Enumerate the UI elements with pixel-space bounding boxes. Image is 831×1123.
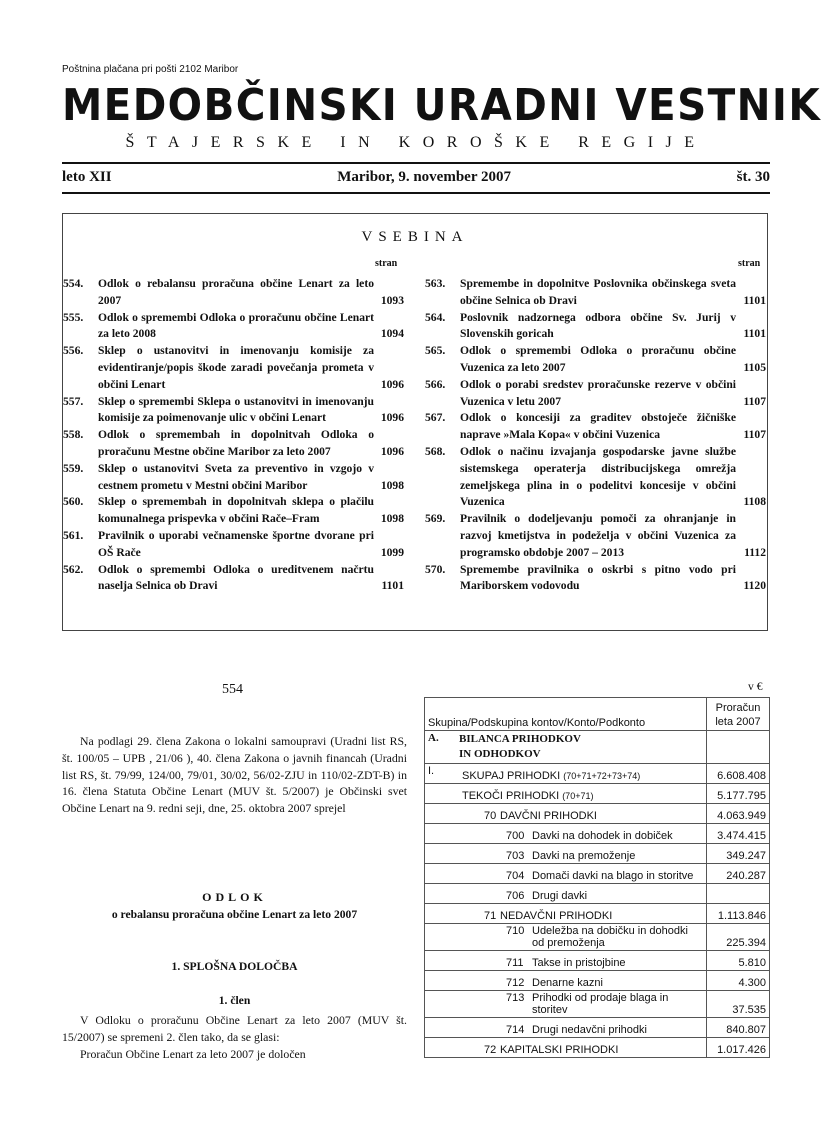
toc-item[interactable]: [425, 343, 766, 377]
budget-row-label: SKUPAJ PRIHODKI: [462, 770, 561, 782]
budget-row-roman: I.: [425, 764, 454, 784]
budget-row: [425, 1018, 770, 1038]
budget-row-roman: [425, 991, 454, 1018]
budget-row-roman: [425, 784, 454, 804]
toc-item-page: 1096: [380, 444, 404, 458]
budget-row-note: (70+71+72+73+74): [563, 771, 641, 781]
toc-item-page: 1108: [743, 495, 766, 509]
budget-row: [425, 864, 770, 884]
budget-row-label: KAPITALSKI PRIHODKI: [500, 1044, 619, 1056]
toc-item-page: 1098: [380, 478, 404, 492]
toc-item-number: 555.: [63, 310, 84, 324]
toc-page-header-right: stran: [738, 258, 761, 269]
toc-item[interactable]: [63, 310, 404, 344]
budget-row-label: Prihodki od prodaje blaga in storitev: [532, 992, 669, 1016]
budget-row-label-cell: [453, 924, 707, 951]
budget-row-amount: 4.063.949: [707, 804, 770, 824]
toc-item-title: Odlok o načinu izvajanja gospodarske javne službe sistemskega operaterja distribucijskega omrežja zemeljskega plina in o podelitvi koncesije v občini Vuzenica: [460, 444, 736, 509]
budget-row-label-cell: [453, 1038, 707, 1058]
budget-row: [425, 951, 770, 971]
budget-row-roman: [425, 864, 454, 884]
toc-item[interactable]: [63, 276, 404, 310]
budget-row-code: 706: [506, 890, 525, 902]
toc-item[interactable]: [425, 511, 766, 561]
toc-item-page: 1096: [380, 377, 404, 391]
toc-item-title: Odlok o spremembi Odloka o proračunu občine Lenart za leto 2008: [98, 310, 374, 341]
toc-item-number: 557.: [63, 394, 84, 408]
budget-row-code: 70: [484, 810, 497, 822]
toc-title: VSEBINA: [361, 229, 469, 245]
toc-item-page: 1096: [380, 411, 404, 425]
budget-row-roman: [425, 884, 454, 904]
toc-item-page: 1107: [743, 394, 766, 408]
budget-row-amount: 1.017.426: [707, 1038, 770, 1058]
budget-section-row: [425, 731, 770, 764]
budget-row-roman: [425, 924, 454, 951]
issue-number: št. 30: [736, 169, 770, 185]
budget-row-code: 704: [506, 870, 525, 882]
toc-item[interactable]: [425, 377, 766, 411]
budget-row: [425, 971, 770, 991]
toc-item-page: 1093: [380, 293, 404, 307]
budget-table: [424, 697, 770, 1058]
clause-paragraph-1: V Odloku o proračunu Občine Lenart za leto 2007 (MUV št. 15/2007) se spremeni 2. člen tako, da se glasi:: [62, 1013, 407, 1044]
budget-row-code: 700: [506, 830, 525, 842]
toc-item[interactable]: [425, 310, 766, 344]
article-number: 554: [222, 682, 243, 697]
budget-row-label-cell: [453, 784, 707, 804]
budget-row-roman: [425, 951, 454, 971]
postage-note: Poštnina plačana pri pošti 2102 Maribor: [62, 64, 239, 75]
budget-row-label: NEDAVČNI PRIHODKI: [500, 910, 613, 922]
toc-item-page: 1101: [743, 327, 766, 341]
toc-item-title: Odlok o spremembah in dopolnitvah Odloka o proračunu Mestne občine Maribor za leto 2007: [98, 428, 374, 458]
toc-item-page: 1094: [380, 327, 404, 341]
budget-row-amount: 3.474.415: [707, 824, 770, 844]
toc-item-page: 1107: [743, 428, 766, 442]
budget-row: [425, 904, 770, 924]
toc-item-title: Pravilnik o dodeljevanju pomoči za ohranjanje in razvoj kmetijstva in podeželja v občini Vuzenica za programsko obdobje 2007 – 2013: [460, 512, 736, 559]
toc-item[interactable]: [63, 427, 404, 461]
budget-header-row: [425, 698, 770, 731]
budget-row-roman: [425, 824, 454, 844]
budget-row-label: Davki na dohodek in dobiček: [532, 830, 673, 842]
clause-paragraph-2: Proračun Občine Lenart za leto 2007 je določen: [80, 1047, 306, 1061]
budget-row-label-cell: [453, 971, 707, 991]
toc-item-number: 568.: [425, 444, 446, 458]
toc-item-page: 1099: [380, 545, 404, 559]
toc-item-page: 1120: [743, 579, 766, 593]
toc-item-title: Odlok o rebalansu proračuna občine Lenart za leto 2007: [98, 277, 374, 307]
budget-row-label-cell: [453, 991, 707, 1018]
budget-row-amount: 5.810: [707, 951, 770, 971]
toc-item-title: Pravilnik o uporabi večnamenske športne dvorane pri OŠ Rače: [98, 528, 374, 559]
budget-row-label: Denarne kazni: [532, 977, 603, 989]
budget-section-code: A.: [425, 731, 454, 764]
toc-item[interactable]: [425, 276, 766, 310]
toc-item-number: 556.: [63, 344, 84, 358]
budget-row-roman: [425, 1038, 454, 1058]
budget-row: [425, 991, 770, 1018]
budget-row-label-cell: [453, 824, 707, 844]
masthead-subtitle: ŠTAJERSKE IN KOROŠKE REGIJE: [125, 134, 707, 151]
section-title: 1. SPLOŠNA DOLOČBA: [171, 960, 298, 973]
decree-subtitle: o rebalansu proračuna občine Lenart za leto 2007: [111, 908, 358, 921]
budget-row-label: TEKOČI PRIHODKI: [462, 790, 560, 802]
toc-item-title: Odlok o spremembi Odloka o ureditvenem načrtu naselja Selnica ob Dravi: [98, 562, 374, 593]
budget-row: [425, 764, 770, 784]
toc-item[interactable]: [425, 444, 766, 511]
toc-item-title: Spremembe pravilnika o oskrbi s pitno vodo pri Mariborskem vodovodu: [460, 562, 736, 593]
toc-item-number: 558.: [63, 428, 84, 442]
budget-row-label-cell: [453, 951, 707, 971]
article-clause: 1. člen: [218, 994, 251, 1007]
budget-row-amount: 1.113.846: [707, 904, 770, 924]
toc-item-title: Sklep o spremembi Sklepa o ustanovitvi in imenovanju komisije za poimenovanje ulic v občini Lenart: [98, 394, 374, 425]
budget-row: [425, 844, 770, 864]
budget-row-code: 72: [484, 1044, 497, 1056]
toc-item-title: Sklep o spremembah in dopolnitvah sklepa o plačilu komunalnega prispevka v občini Rače–Fram: [98, 495, 374, 526]
budget-row-note: (70+71): [562, 791, 594, 801]
toc-item[interactable]: [63, 562, 404, 596]
budget-row: [425, 784, 770, 804]
issue-place-date: Maribor, 9. november 2007: [337, 169, 511, 185]
budget-row-label: DAVČNI PRIHODKI: [500, 810, 597, 822]
masthead-title: MEDOBČINSKI URADNI VESTNIK: [62, 80, 822, 131]
budget-row-amount: 225.394: [707, 924, 770, 951]
budget-row-code: 711: [506, 957, 524, 969]
budget-row-code: 714: [506, 1024, 525, 1036]
budget-row-amount: 37.535: [707, 991, 770, 1018]
budget-header-right-line2: leta 2007: [715, 716, 761, 728]
budget-row-amount: 349.247: [707, 844, 770, 864]
toc-item-number: 570.: [425, 562, 446, 576]
toc-item[interactable]: [63, 461, 404, 495]
budget-row-roman: [425, 844, 454, 864]
toc-item[interactable]: [63, 528, 404, 562]
budget-row-roman: [425, 971, 454, 991]
toc-item-title: Spremembe in dopolnitve Poslovnika občinskega sveta občine Selnica ob Dravi: [460, 277, 736, 307]
toc-item[interactable]: [63, 494, 404, 528]
toc-item-title: Odlok o spremembi Odloka o proračunu občine Vuzenica za leto 2007: [460, 344, 736, 374]
toc-item[interactable]: [425, 562, 766, 596]
issue-year: leto XII: [62, 169, 112, 185]
toc-item-number: 559.: [63, 461, 84, 475]
budget-row: [425, 884, 770, 904]
budget-row-amount: [707, 884, 770, 904]
toc-item-page: 1101: [381, 579, 404, 593]
toc-item-number: 566.: [425, 377, 446, 391]
budget-row-label: Drugi davki: [532, 890, 588, 902]
toc-item-number: 554.: [63, 277, 84, 290]
budget-row-label-cell: [453, 864, 707, 884]
toc-item-title: Sklep o ustanovitvi Sveta za preventivo in vzgojo v cestnem prometu v Mestni občini Maribor: [98, 461, 374, 492]
budget-row-code: 703: [506, 850, 525, 862]
decree-title: ODLOK: [202, 890, 267, 904]
budget-row-amount: 840.807: [707, 1018, 770, 1038]
budget-row-label: Udeležba na dobičku in dohodki od premoženja: [532, 925, 688, 949]
toc-item[interactable]: [63, 394, 404, 428]
toc-item[interactable]: [63, 343, 404, 393]
toc-page-header-left: stran: [375, 258, 398, 269]
budget-row-roman: [425, 1018, 454, 1038]
budget-row-code: 71: [484, 910, 497, 922]
budget-section-amount: [707, 731, 770, 764]
article-intro: Na podlagi 29. člena Zakona o lokalni samoupravi (Uradni list RS, št. 100/05 – UPB , 21/06 ), 40. člena Zakona o javnih financah (Uradni list RS, št. 79/99, 124/00, 79/01, 30/02, 56/02-ZJU in 110/02-ZDT-B) in 16. člena Statuta Občine Lenart (MUV št. 5/2007) je Občinski svet Občine Lenart na 9. redni seji, dne, 25. oktobra 2007 sprejel: [62, 734, 407, 816]
budget-row: [425, 824, 770, 844]
toc-item-page: 1101: [743, 293, 766, 307]
toc-item-number: 563.: [425, 277, 446, 290]
toc-item-number: 560.: [63, 495, 84, 509]
budget-section-title-line2: IN ODHODKOV: [459, 748, 541, 760]
budget-section-title: [453, 731, 707, 764]
budget-row-amount: 240.287: [707, 864, 770, 884]
budget-row-code: 713: [506, 992, 525, 1004]
toc-item-title: Odlok o koncesiji za graditev obstoječe žičniške naprave »Mala Kopa« v občini Vuzenica: [460, 411, 736, 442]
budget-row-amount: 4.300: [707, 971, 770, 991]
budget-row: [425, 1038, 770, 1058]
toc-right-column: [425, 276, 766, 595]
budget-row-label-cell: [453, 764, 707, 784]
toc-item-title: Odlok o porabi sredstev proračunske rezerve v občini Vuzenica v letu 2007: [460, 377, 736, 408]
budget-row-code: 710: [506, 925, 525, 937]
toc-item-number: 561.: [63, 528, 84, 542]
budget-row-label-cell: [453, 884, 707, 904]
toc-item-number: 569.: [425, 512, 446, 526]
budget-row-label: Domači davki na blago in storitve: [532, 870, 694, 882]
budget-row-roman: [425, 804, 454, 824]
budget-row: [425, 804, 770, 824]
budget-row-label-cell: [453, 804, 707, 824]
toc-item-page: 1098: [380, 512, 404, 526]
toc-left-column: [63, 276, 404, 595]
toc-item-page: 1112: [744, 545, 766, 559]
budget-row-label-cell: [453, 1018, 707, 1038]
budget-header-right: [707, 698, 770, 731]
budget-section-title-line1: BILANCA PRIHODKOV: [459, 733, 581, 745]
currency-label: v €: [748, 680, 763, 693]
budget-row: [425, 924, 770, 951]
toc-item[interactable]: [425, 410, 766, 444]
header-rule-bottom: [62, 192, 770, 194]
toc-item-number: 562.: [63, 562, 84, 576]
header-rule-top: [62, 162, 770, 164]
budget-row-label: Drugi nedavčni prihodki: [532, 1024, 647, 1036]
toc-item-page: 1105: [743, 360, 766, 374]
toc-item-number: 564.: [425, 310, 446, 324]
budget-row-label: Davki na premoženje: [532, 850, 636, 862]
budget-header-left: Skupina/Podskupina kontov/Konto/Podkonto: [425, 698, 707, 731]
toc-item-title: Sklep o ustanovitvi in imenovanju komisije za evidentiranje/popis škode zaradi povečanja prometa v občini Lenart: [98, 344, 374, 391]
budget-header-right-line1: Proračun: [715, 702, 761, 714]
budget-row-label-cell: [453, 844, 707, 864]
toc-item-number: 567.: [425, 411, 446, 425]
toc-item-number: 565.: [425, 344, 446, 358]
budget-row-code: 712: [506, 977, 525, 989]
budget-row-roman: [425, 904, 454, 924]
budget-row-label: Takse in pristojbine: [532, 957, 626, 969]
issue-info-bar: [62, 169, 770, 186]
budget-row-amount: 5.177.795: [707, 784, 770, 804]
budget-row-amount: 6.608.408: [707, 764, 770, 784]
toc-item-title: Poslovnik nadzornega odbora občine Sv. Jurij v Slovenskih goricah: [460, 310, 736, 341]
budget-row-label-cell: [453, 904, 707, 924]
